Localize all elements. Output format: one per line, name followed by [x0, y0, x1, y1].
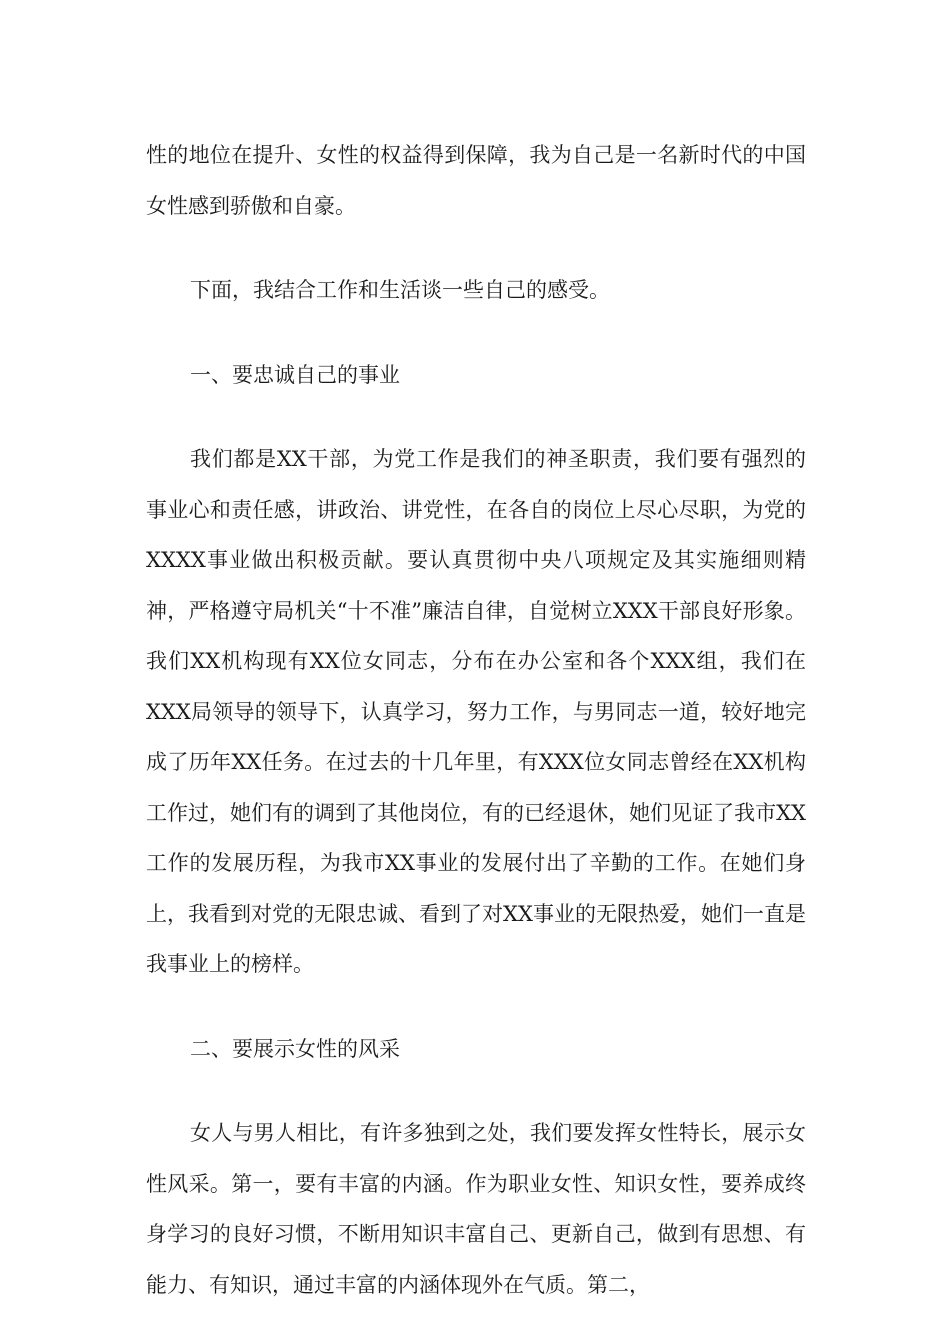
- section-heading-loyalty: 一、要忠诚自己的事业: [190, 362, 400, 387]
- paragraph-continuation: 性的地位在提升、女性的权益得到保障，我为自己是一名新时代的中国女性感到骄傲和自豪。: [146, 143, 806, 218]
- section-heading-style: 二、要展示女性的风采: [190, 1036, 400, 1061]
- paragraph-style: 女人与男人相比，有许多独到之处，我们要发挥女性特长，展示女性风采。第一，要有丰富的内涵。作为职业女性、知识女性，要养成终身学习的良好习惯，不断用知识丰富自己、更新自己，做到有思想、有能力、有知识，通过丰富的内涵体现外在气质。第二，: [146, 1121, 806, 1297]
- paragraph-intro: 下面，我结合工作和生活谈一些自己的感受。: [190, 278, 610, 302]
- paragraph-loyalty: 我们都是XX干部，为党工作是我们的神圣职责，我们要有强烈的事业心和责任感，讲政治、讲党性，在各自的岗位上尽心尽职，为党的XXXX事业做出积极贡献。要认真贯彻中央八项规定及其实施细则精神，严格遵守局机关“十不准”廉洁自律，自觉树立XXX干部良好形象。我们XX机构现有XX位女同志，分布在办公室和各个XXX组，我们在XXX局领导的领导下，认真学习，努力工作，与男同志一道，较好地完成了历年XX任务。在过去的十几年里，有XXX位女同志曾经在XX机构工作过，她们有的调到了其他岗位，有的已经退休，她们见证了我市XX工作的发展历程，为我市XX事业的发展付出了辛勤的工作。在她们身上，我看到对党的无限忠诚、看到了对XX事业的无限热爱，她们一直是我事业上的榜样。: [146, 447, 806, 976]
- document-body: [146, 130, 806, 1310]
